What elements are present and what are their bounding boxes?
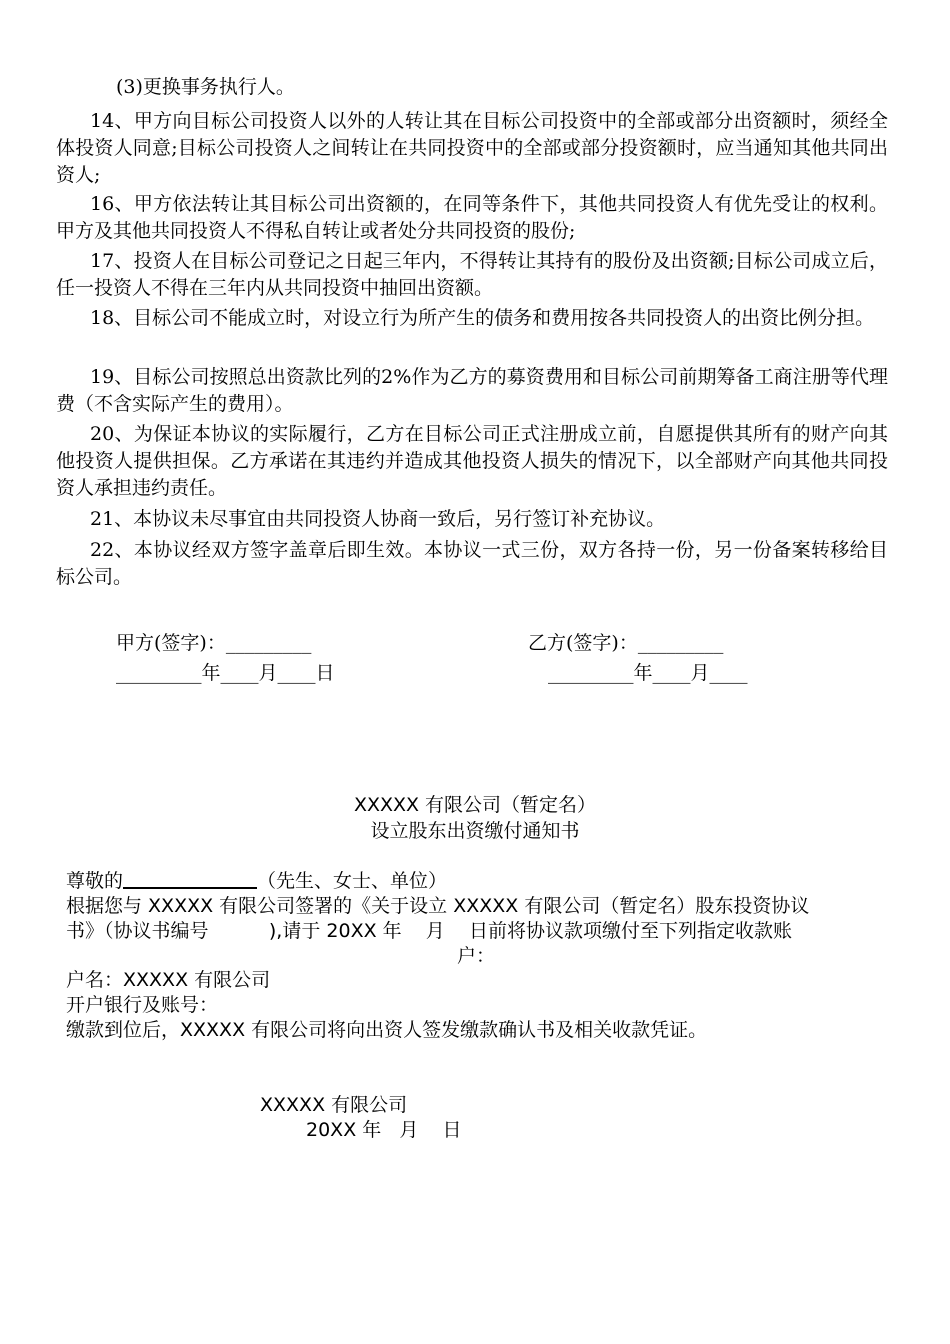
clause-20: 20、为保证本协议的实际履行，乙方在目标公司正式注册成立前，自愿提供其所有的财产向其他投资人提供担保。乙方承诺在其违约并造成其他投资人损失的情况下，以全部财产向其他共同投资人承担违约责任。: [56, 423, 888, 499]
clause-18: 18、目标公司不能成立时，对设立行为所产生的债务和费用按各共同投资人的出资比例分担。: [90, 307, 875, 329]
account-name: 户名：XXXXX 有限公司: [66, 969, 271, 991]
notice-date: 20XX 年 月 日: [306, 1119, 462, 1141]
recipient-blank: [123, 869, 257, 889]
after-payment-note: 缴款到位后，XXXXX 有限公司将向出资人签发缴款确认书及相关收款凭证。: [66, 1019, 708, 1041]
greeting-prefix: 尊敬的: [66, 870, 124, 892]
party-b-signature: 乙方(签字)：_________: [528, 632, 724, 654]
clause-14: 14、甲方向目标公司投资人以外的人转让其在目标公司投资中的全部或部分出资额时，须经全体投资人同意;目标公司投资人之间转让在共同投资中的全部或部分投资额时，应当通知其他共同出资人;: [56, 110, 888, 186]
notice-body-line-3: 户：: [456, 945, 495, 967]
party-b-date: _________年____月____: [548, 662, 748, 684]
bank-account: 开户银行及账号：: [66, 994, 219, 1016]
notice-body-line-2: 书》（协议书编号 ),请于 20XX 年 月 日前将协议款项缴付至下列指定收款账: [66, 920, 792, 942]
notice-body-line-1: 根据您与 XXXXX 有限公司签署的《关于设立 XXXXX 有限公司（暂定名）股东投资协议: [66, 895, 810, 917]
notice-greeting: [66, 869, 886, 894]
greeting-suffix: （先生、女士、单位）: [257, 870, 448, 892]
clause-21: 21、本协议未尽事宜由共同投资人协商一致后，另行签订补充协议。: [90, 508, 666, 530]
party-a-date: _________年____月____日: [116, 662, 335, 684]
item-3: (3)更换事务执行人。: [116, 76, 295, 98]
notice-company: XXXXX 有限公司: [260, 1094, 408, 1116]
clause-22: 22、本协议经双方签字盖章后即生效。本协议一式三份，双方各持一份，另一份备案转移给目标公司。: [56, 539, 888, 588]
clause-16: 16、甲方依法转让其目标公司出资额的，在同等条件下，其他共同投资人有优先受让的权利。甲方及其他共同投资人不得私自转让或者处分共同投资的股份;: [56, 193, 888, 242]
party-a-signature: 甲方(签字)：_________: [116, 632, 312, 654]
notice-subtitle: 设立股东出资缴付通知书: [370, 820, 580, 842]
notice-title: XXXXX 有限公司（暂定名）: [353, 794, 597, 816]
clause-17: 17、投资人在目标公司登记之日起三年内，不得转让其持有的股份及出资额;目标公司成立后，任一投资人不得在三年内从共同投资中抽回出资额。: [56, 250, 888, 299]
clause-19: 19、目标公司按照总出资款比列的2%作为乙方的募资费用和目标公司前期筹备工商注册等代理费（不含实际产生的费用）。: [56, 366, 888, 415]
